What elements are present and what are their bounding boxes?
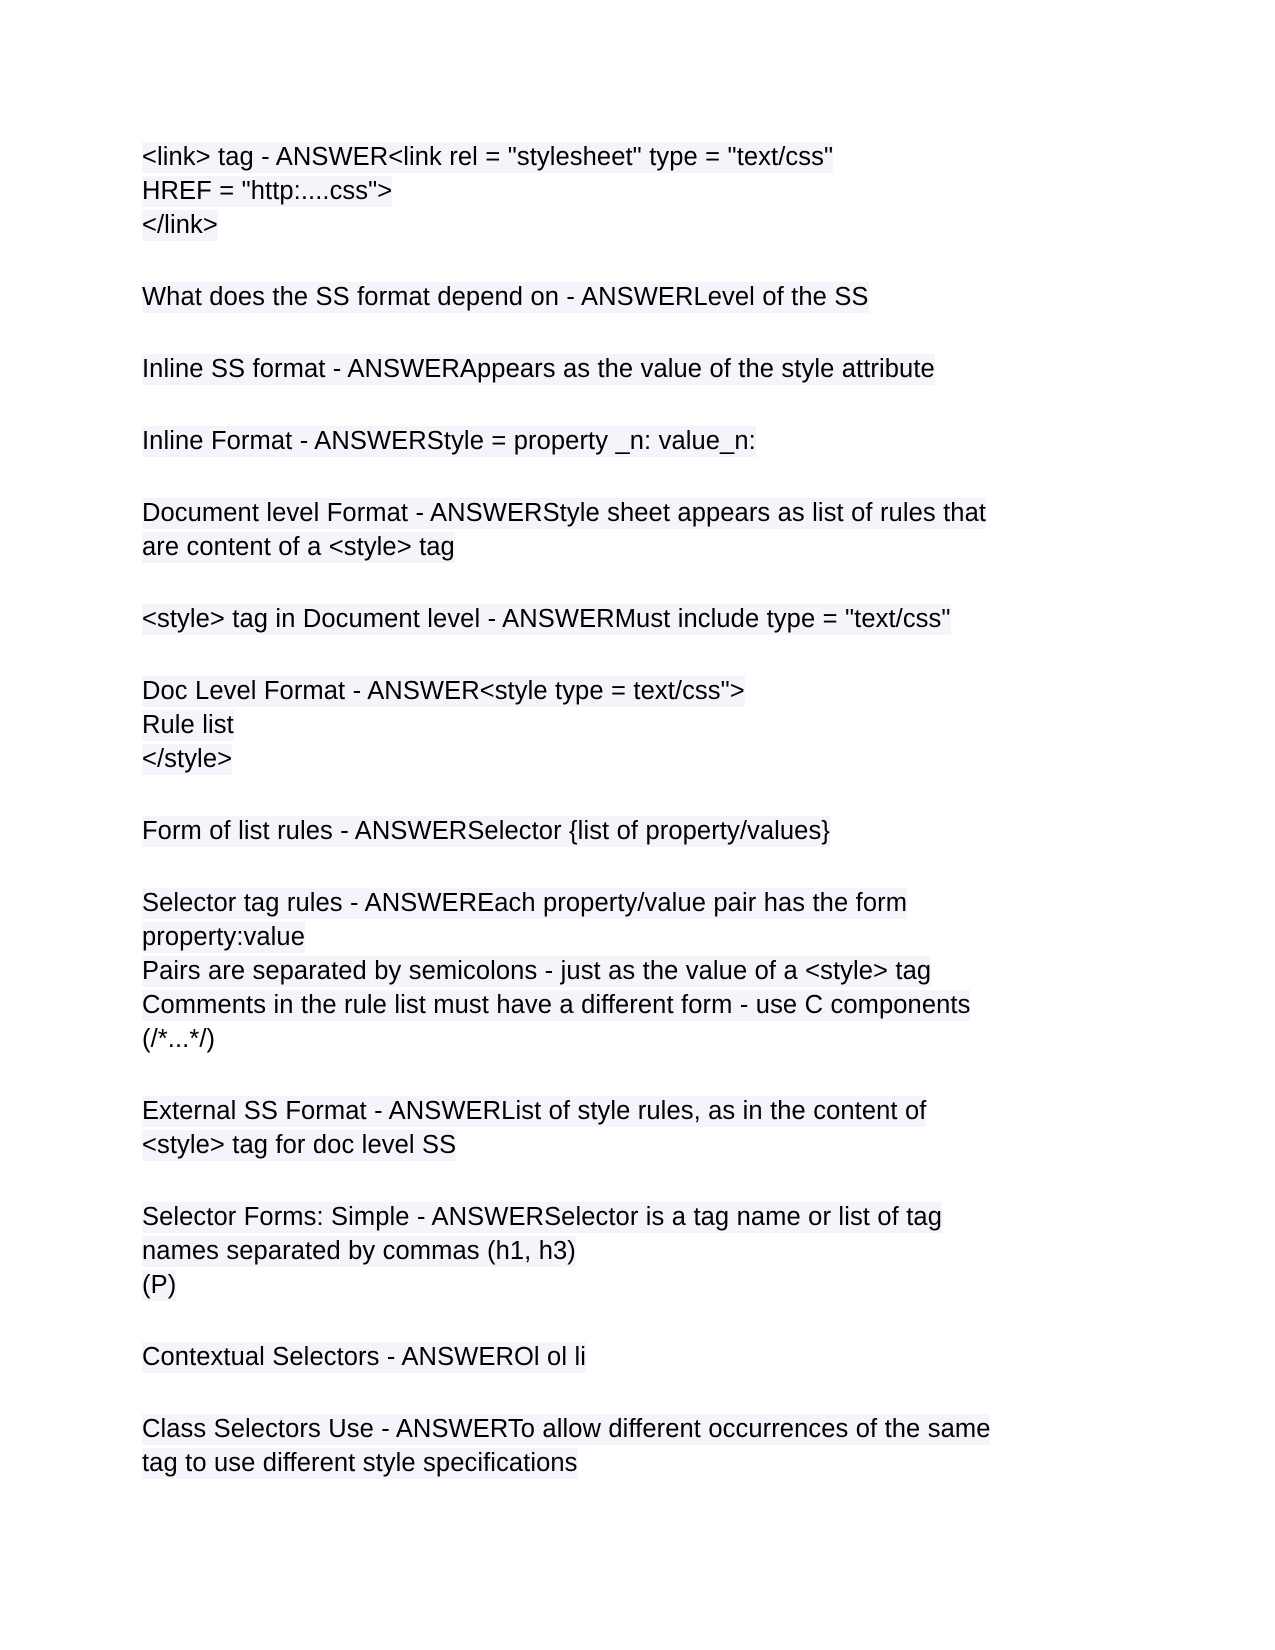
- text-line: [142, 742, 1082, 776]
- text-line: [142, 1446, 1082, 1480]
- highlighted-text: Contextual Selectors - ANSWEROl ol li: [142, 1343, 587, 1371]
- text-line: [142, 530, 1082, 564]
- qa-block: [142, 352, 1082, 386]
- text-line: [142, 1022, 1082, 1056]
- text-line: [142, 140, 1082, 174]
- qa-block: [142, 886, 1082, 1056]
- highlighted-text: Rule list: [142, 711, 234, 739]
- qa-block: [142, 1412, 1082, 1480]
- qa-block: [142, 424, 1082, 458]
- highlighted-text: Selector tag rules - ANSWEREach property/value pair has the form: [142, 889, 908, 917]
- text-line: [142, 1268, 1082, 1302]
- highlighted-text: </style>: [142, 745, 233, 773]
- text-line: [142, 1094, 1082, 1128]
- highlighted-text: are content of a <style> tag: [142, 533, 455, 561]
- highlighted-text: Form of list rules - ANSWERSelector {list of property/values}: [142, 817, 830, 845]
- qa-block: [142, 280, 1082, 314]
- highlighted-text: </link>: [142, 211, 218, 239]
- highlighted-text: names separated by commas (h1, h3): [142, 1237, 576, 1265]
- text-line: [142, 352, 1082, 386]
- qa-block: [142, 674, 1082, 776]
- highlighted-text: property:value: [142, 923, 305, 951]
- document-body: [142, 140, 1082, 1480]
- text-line: [142, 1200, 1082, 1234]
- qa-block: [142, 814, 1082, 848]
- highlighted-text: HREF = "http:....css">: [142, 177, 393, 205]
- highlighted-text: Comments in the rule list must have a different form - use C components: [142, 991, 971, 1019]
- highlighted-text: <style> tag for doc level SS: [142, 1131, 457, 1159]
- highlighted-text: Pairs are separated by semicolons - just as the value of a <style> tag: [142, 957, 932, 985]
- text-line: [142, 988, 1082, 1022]
- text-line: [142, 280, 1082, 314]
- text-line: [142, 814, 1082, 848]
- text-line: [142, 954, 1082, 988]
- text-line: [142, 708, 1082, 742]
- highlighted-text: What does the SS format depend on - ANSWERLevel of the SS: [142, 283, 869, 311]
- highlighted-text: (P): [142, 1271, 177, 1299]
- text-line: [142, 424, 1082, 458]
- qa-block: [142, 602, 1082, 636]
- text-line: [142, 1340, 1082, 1374]
- highlighted-text: Document level Format - ANSWERStyle sheet appears as list of rules that: [142, 499, 987, 527]
- qa-block: [142, 1200, 1082, 1302]
- text-line: [142, 1412, 1082, 1446]
- highlighted-text: tag to use different style specifications: [142, 1449, 578, 1477]
- text-line: [142, 208, 1082, 242]
- text-line: [142, 496, 1082, 530]
- text-line: [142, 602, 1082, 636]
- text-line: [142, 174, 1082, 208]
- highlighted-text: <link> tag - ANSWER<link rel = "stylesheet" type = "text/css": [142, 143, 834, 171]
- highlighted-text: Selector Forms: Simple - ANSWERSelector is a tag name or list of tag: [142, 1203, 942, 1231]
- highlighted-text: Class Selectors Use - ANSWERTo allow different occurrences of the same: [142, 1415, 991, 1443]
- text-line: [142, 674, 1082, 708]
- highlighted-text: Inline SS format - ANSWERAppears as the value of the style attribute: [142, 355, 935, 383]
- text-line: [142, 1128, 1082, 1162]
- highlighted-text: Doc Level Format - ANSWER<style type = text/css">: [142, 677, 745, 705]
- text-line: [142, 886, 1082, 920]
- highlighted-text: External SS Format - ANSWERList of style rules, as in the content of: [142, 1097, 927, 1125]
- qa-block: [142, 1094, 1082, 1162]
- qa-block: [142, 496, 1082, 564]
- text-line: [142, 920, 1082, 954]
- highlighted-text: <style> tag in Document level - ANSWERMust include type = "text/css": [142, 605, 951, 633]
- highlighted-text: Inline Format - ANSWERStyle = property _n: value_n:: [142, 427, 756, 455]
- plain-text: (/*...*/): [142, 1025, 216, 1053]
- text-line: [142, 1234, 1082, 1268]
- qa-block: [142, 1340, 1082, 1374]
- qa-block: [142, 140, 1082, 242]
